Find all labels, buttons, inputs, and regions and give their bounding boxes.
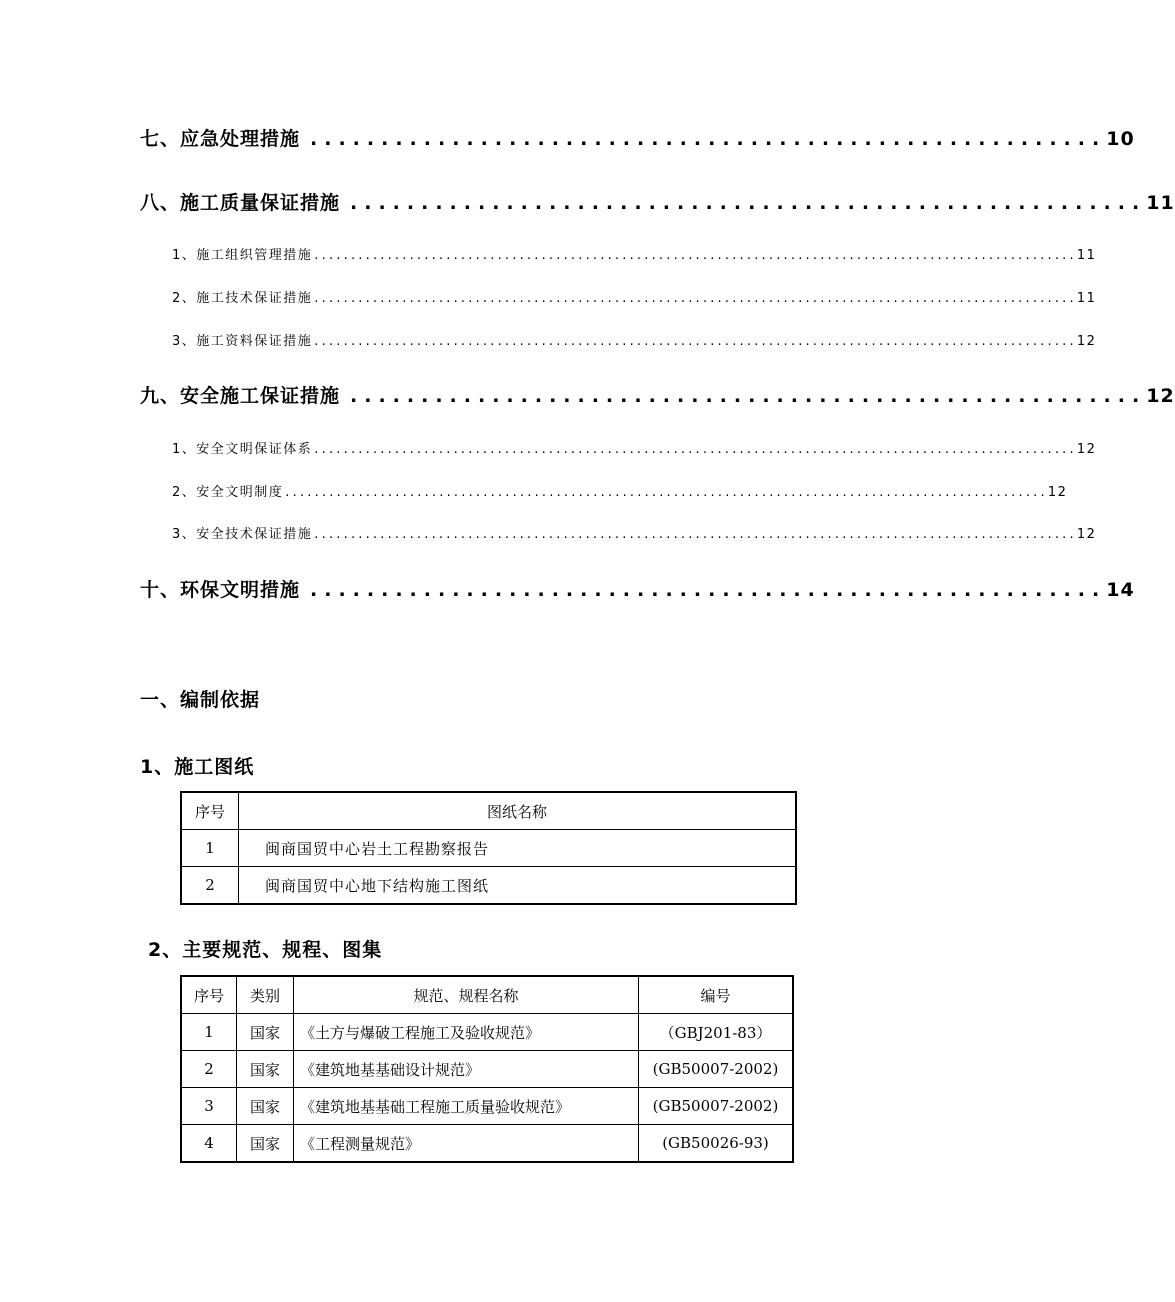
toc-title: 七、应急处理措施: [140, 128, 301, 150]
table-row: [181, 1051, 793, 1088]
toc-page: 12: [1076, 527, 1097, 542]
toc-title: 九、安全施工保证措施: [140, 385, 341, 407]
toc-page: 12: [1076, 334, 1097, 349]
table-row: [181, 1014, 793, 1051]
toc-page: 12: [1047, 485, 1068, 500]
cell: 国家: [237, 1051, 294, 1088]
toc-entry[interactable]: [140, 188, 1175, 215]
toc-entry[interactable]: [172, 287, 1097, 306]
cell: (GB50007-2002): [639, 1051, 794, 1088]
toc-title: 十、环保文明措施: [140, 579, 301, 601]
cell: 4: [181, 1125, 237, 1163]
toc-entry[interactable]: [140, 381, 1175, 408]
toc-page: 12: [1076, 442, 1097, 457]
toc-title: 3、施工资料保证措施: [172, 334, 313, 349]
table-header-row: [181, 976, 793, 1014]
toc-title: 3、安全技术保证措施: [172, 527, 313, 542]
toc-page: 14: [1106, 579, 1135, 601]
cell: 《土方与爆破工程施工及验收规范》: [294, 1014, 639, 1051]
cell: 《建筑地基基础工程施工质量验收规范》: [294, 1088, 639, 1125]
header-cell: 序号: [181, 976, 237, 1014]
toc-entry[interactable]: [140, 124, 1135, 151]
cell: 国家: [237, 1088, 294, 1125]
toc-leader: ........................................................: [350, 192, 1147, 214]
cell: 国家: [237, 1014, 294, 1051]
toc-entry[interactable]: [172, 244, 1097, 263]
header-cell: 规范、规程名称: [294, 976, 639, 1014]
cell: 3: [181, 1088, 237, 1125]
toc-title: 1、安全文明保证体系: [172, 442, 313, 457]
header-cell: 编号: [639, 976, 794, 1014]
cell: 国家: [237, 1125, 294, 1163]
toc-leader: ........................................................................................................: [314, 334, 1077, 349]
toc-page: 10: [1106, 128, 1135, 150]
toc-leader: ........................................................................................................: [314, 527, 1077, 542]
cell: 闽商国贸中心地下结构施工图纸: [239, 867, 797, 905]
cell: 《建筑地基基础设计规范》: [294, 1051, 639, 1088]
cell: 闽商国贸中心岩土工程勘察报告: [239, 830, 797, 867]
toc-leader: ........................................................................................................: [314, 248, 1077, 263]
cell: (GB50026-93): [639, 1125, 794, 1163]
header-cell: 类别: [237, 976, 294, 1014]
toc-leader: ........................................................................................................: [314, 442, 1077, 457]
cell: 《工程测量规范》: [294, 1125, 639, 1163]
cell: 1: [181, 830, 239, 867]
header-cell: 序号: [181, 792, 239, 830]
toc-entry[interactable]: [172, 481, 1068, 500]
toc-entry[interactable]: [140, 575, 1135, 602]
toc-leader: ........................................................: [310, 128, 1107, 150]
toc-title: 1、施工组织管理措施: [172, 248, 313, 263]
toc-leader: ........................................................: [310, 579, 1107, 601]
specs-table: [180, 975, 794, 1163]
table-row: [181, 830, 796, 867]
section-title: 一、编制依据: [140, 689, 261, 711]
toc-leader: ........................................................................................................: [285, 485, 1048, 500]
table-row: [181, 1088, 793, 1125]
toc-title: 八、施工质量保证措施: [140, 192, 341, 214]
toc-leader: ........................................................: [350, 385, 1147, 407]
cell: 2: [181, 867, 239, 905]
toc-title: 2、施工技术保证措施: [172, 291, 313, 306]
subsection-title-specs: 2、主要规范、规程、图集: [148, 939, 383, 961]
toc-leader: ........................................................................................................: [314, 291, 1077, 306]
header-cell: 图纸名称: [239, 792, 797, 830]
cell: 1: [181, 1014, 237, 1051]
toc-page: 11: [1146, 192, 1175, 214]
toc-entry[interactable]: [172, 438, 1097, 457]
toc-entry[interactable]: [172, 523, 1097, 542]
table-header-row: [181, 792, 796, 830]
toc-title: 2、安全文明制度: [172, 485, 284, 500]
toc-page: 11: [1076, 291, 1097, 306]
cell: （GBJ201-83）: [639, 1014, 794, 1051]
subsection-title-drawings: 1、施工图纸: [140, 756, 255, 778]
toc-page: 12: [1146, 385, 1175, 407]
drawings-table: [180, 791, 797, 905]
table-row: [181, 1125, 793, 1163]
table-row: [181, 867, 796, 905]
toc-page: 11: [1076, 248, 1097, 263]
cell: (GB50007-2002): [639, 1088, 794, 1125]
toc-entry[interactable]: [172, 330, 1097, 349]
cell: 2: [181, 1051, 237, 1088]
